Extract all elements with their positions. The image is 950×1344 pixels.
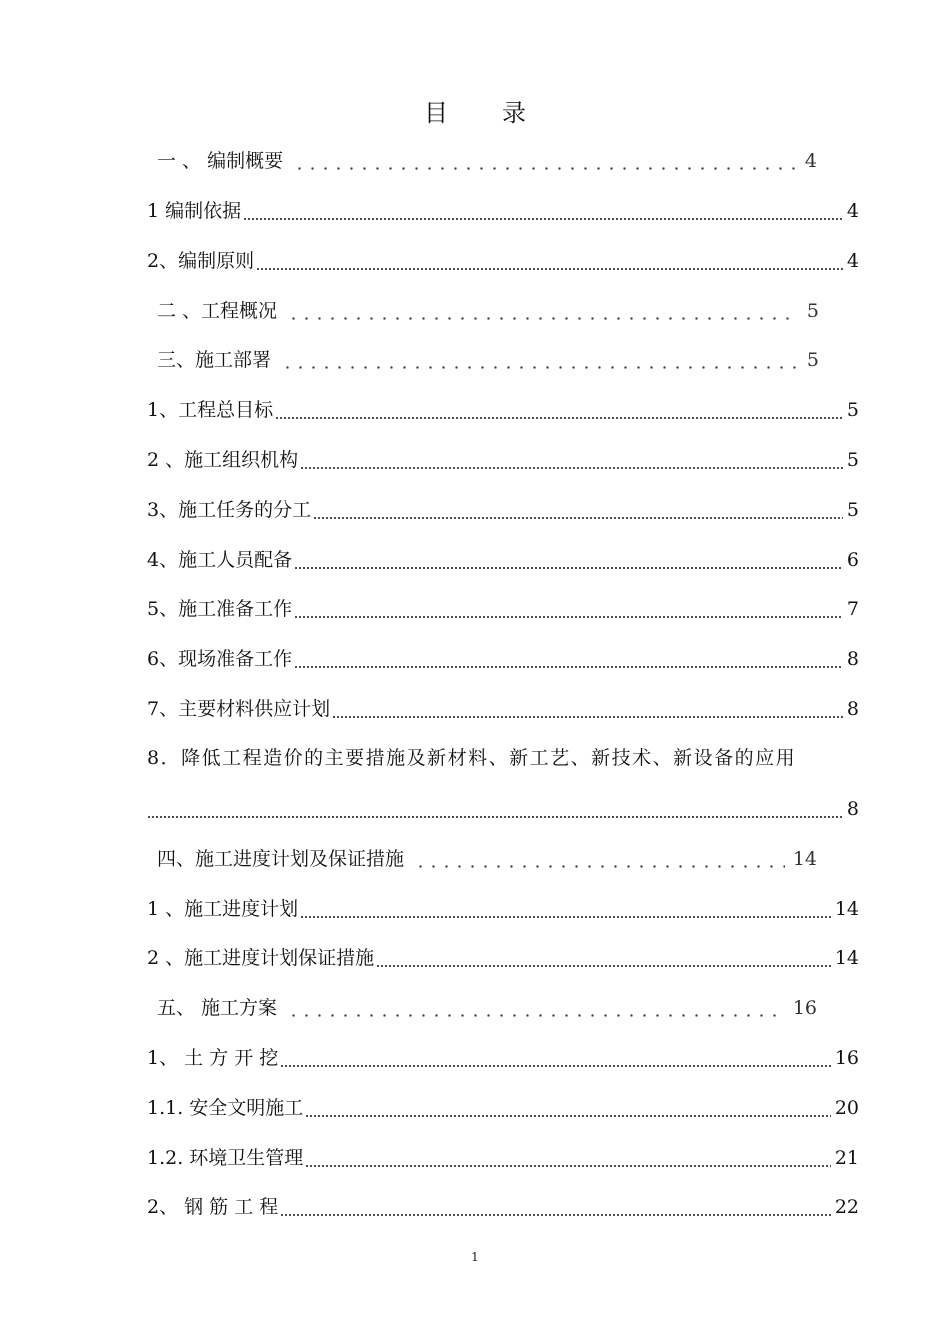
toc-entry-page: 14: [792, 848, 817, 870]
toc-entry[interactable]: [157, 995, 817, 1021]
dot-leader: [147, 796, 843, 822]
toc-entry[interactable]: [147, 1194, 859, 1220]
toc-entry-label: 五、 施工方案: [157, 997, 278, 1019]
toc-entry-label: 2 、施工组织机构: [147, 449, 299, 471]
dot-leader: [283, 995, 785, 1021]
toc-entry-page: 5: [846, 499, 859, 521]
dot-leader: [294, 596, 843, 622]
toc-entry[interactable]: [147, 646, 859, 672]
toc-entry[interactable]: [157, 148, 817, 174]
dot-leader: [300, 447, 843, 473]
dot-leader: [277, 347, 799, 373]
toc-entry[interactable]: [147, 596, 859, 622]
toc-entry-page: 5: [806, 349, 819, 371]
toc-entry-label: 1.1. 安全文明施工: [147, 1097, 304, 1119]
dot-leader: [305, 1095, 831, 1121]
toc-entry[interactable]: [147, 1095, 859, 1121]
dot-leader: [313, 497, 843, 523]
toc-entry-page: 14: [834, 898, 859, 920]
toc-entry[interactable]: [147, 397, 859, 423]
toc-entry-page: 4: [846, 200, 859, 222]
toc-entry-label: 4、施工人员配备: [147, 549, 293, 571]
dot-leader: [275, 397, 843, 423]
toc-entry-label: 1 编制依据: [147, 200, 242, 222]
toc-entry-page: 4: [846, 250, 859, 272]
toc-entry[interactable]: [147, 497, 859, 523]
toc-entry[interactable]: [157, 347, 819, 373]
toc-entry[interactable]: [147, 248, 859, 274]
toc-entry-label: 1 、施工进度计划: [147, 898, 299, 920]
dot-leader: [280, 1045, 831, 1071]
toc-entry-page: 20: [834, 1097, 859, 1119]
toc-entry[interactable]: [157, 298, 819, 324]
toc-entry-label: 2、 钢 筋 工 程: [147, 1196, 279, 1218]
toc-entry-page: 14: [834, 947, 859, 969]
toc-entry-page: 8: [846, 648, 859, 670]
toc-entry-page: 8: [846, 798, 859, 820]
toc-entry-label: 三、施工部署: [157, 349, 272, 371]
toc-entry-label: 5、施工准备工作: [147, 598, 293, 620]
toc-entry-label: 1、工程总目标: [147, 399, 274, 421]
toc-entry-label: 3、施工任务的分工: [147, 499, 312, 521]
toc-entry-page: 5: [846, 399, 859, 421]
toc-entry-label: 2、编制原则: [147, 250, 255, 272]
dot-leader: [300, 896, 831, 922]
toc-entry-page: 4: [804, 150, 817, 172]
toc-entry[interactable]: [147, 1145, 859, 1171]
toc-entry-label: 二 、工程概况: [157, 300, 278, 322]
toc-title: [0, 92, 950, 128]
toc-entry[interactable]: [147, 945, 859, 971]
toc-entry-label: 一 、 编制概要: [157, 150, 284, 172]
toc-entry-page: 22: [834, 1196, 859, 1218]
dot-leader: [410, 846, 785, 872]
dot-leader: [294, 646, 843, 672]
dot-leader: [376, 945, 831, 971]
toc-entry[interactable]: [147, 1045, 859, 1071]
toc-title-char-1: 目: [424, 98, 448, 127]
toc-entry-label: 1.2. 环境卫生管理: [147, 1147, 304, 1169]
toc-entry[interactable]: [147, 447, 859, 473]
toc-entry[interactable]: [147, 198, 859, 224]
page-number-footer: 1: [471, 1250, 479, 1264]
dot-leader: [332, 696, 843, 722]
dot-leader: [305, 1145, 831, 1171]
toc-entry-page: 6: [846, 549, 859, 571]
toc-entry-long-label[interactable]: 8．降低工程造价的主要措施及新材料、新工艺、新技术、新设备的应用: [147, 747, 797, 769]
toc-title-char-2: 录: [502, 98, 526, 127]
toc-entry-page: 5: [846, 449, 859, 471]
toc-entry-page: 21: [834, 1147, 859, 1169]
toc-entry-label: 2 、施工进度计划保证措施: [147, 947, 375, 969]
dot-leader: [294, 547, 843, 573]
toc-entry-page: 16: [834, 1047, 859, 1069]
toc-entry-label: 7、主要材料供应计划: [147, 698, 331, 720]
toc-entry[interactable]: [147, 547, 859, 573]
toc-entry[interactable]: [147, 696, 859, 722]
dot-leader: [280, 1194, 831, 1220]
dot-leader: [289, 148, 797, 174]
toc-entry-label: 1、 土 方 开 挖: [147, 1047, 279, 1069]
toc-entry-label: 四、施工进度计划及保证措施: [157, 848, 405, 870]
toc-entry[interactable]: [157, 846, 817, 872]
toc-entry-label: 6、现场准备工作: [147, 648, 293, 670]
toc-entry-page: 5: [806, 300, 819, 322]
dot-leader: [256, 248, 843, 274]
dot-leader: [243, 198, 843, 224]
toc-entry-page: 8: [846, 698, 859, 720]
toc-entry-page: 7: [846, 598, 859, 620]
toc-entry[interactable]: [147, 896, 859, 922]
toc-entry-page: 16: [792, 997, 817, 1019]
dot-leader: [283, 298, 799, 324]
toc-entry-continuation[interactable]: [147, 796, 859, 822]
